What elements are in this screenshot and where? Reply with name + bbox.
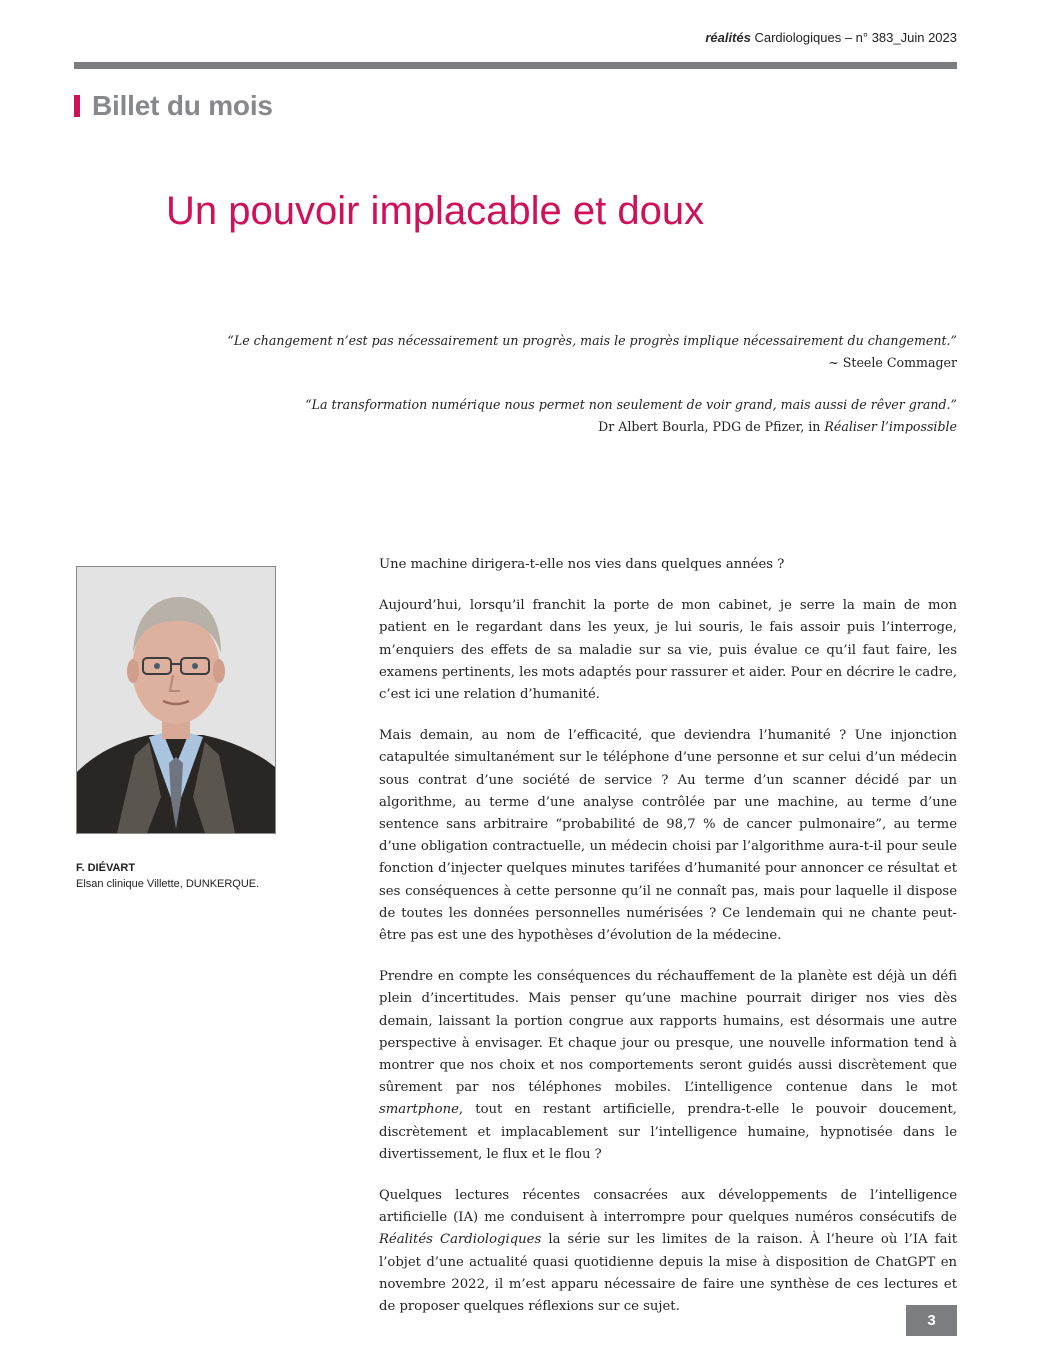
- author-photo: [76, 566, 276, 834]
- author-info: [76, 860, 259, 892]
- article-body: [379, 554, 957, 1337]
- issue-info: Cardiologiques – n° 383_Juin 2023: [754, 30, 957, 45]
- magazine-brand: réalités: [705, 30, 751, 45]
- paragraph-emphasis: Réalités Cardiologiques: [379, 1232, 542, 1248]
- article-title: Un pouvoir implacable et doux: [166, 189, 705, 233]
- section-label: Billet du mois: [92, 90, 273, 121]
- header-rule: [74, 62, 957, 69]
- page-number: 3: [906, 1305, 957, 1336]
- epigraph-attribution: ~ Steele Commager: [828, 355, 957, 370]
- paragraph-text: Prendre en compte les conséquences du réchauffement de la planète est déjà un défi plein d’incertitudes. Mais penser qu’une machine pourrait diriger nos vies dès demain, laissant la portion congrue aux rapports humains, est désormais une autre perspective à envisager. Et chaque jour ou presque, une nouvelle information tend à montrer que nos choix et nos comportements seront guidés aussi discrètement que sûrement par nos téléphones mobiles. L’intelligence contenue dans le mot: [379, 969, 957, 1096]
- paragraph-text: Quelques lectures récentes consacrées aux développements de l’intelligence artificielle (IA) me conduisent à interrompre pour quelques numéros consécutifs de: [379, 1188, 957, 1226]
- epigraph: [157, 394, 957, 438]
- epigraph-quote: “Le changement n’est pas nécessairement un progrès, mais le progrès implique nécessairement du changement.”: [227, 333, 957, 348]
- author-name: F. DIÉVART: [76, 862, 136, 874]
- epigraph-attribution: Dr Albert Bourla, PDG de Pfizer, in: [598, 419, 821, 434]
- running-header: [705, 30, 957, 45]
- author-affiliation: Elsan clinique Villette, DUNKERQUE.: [76, 878, 260, 890]
- paragraph-text: , tout en restant artificielle, prendra-t-elle le pouvoir doucement, discrètement et implacablement sur l’intelligence humaine, hypnotisée dans le divertissement, le flux et le flou ?: [379, 1102, 957, 1162]
- author-portrait-image: [77, 567, 275, 833]
- paragraph: Mais demain, au nom de l’efficacité, que deviendra l’humanité ? Une injonction catapultée simultanément sur le téléphone d’une personne et sur celui d’un médecin sous contrat d’une société de service ? Au terme d’un scanner décidé par un algorithme, au terme d’une analyse contrôlée par une machine, au terme d’une sentence sans arbitraire “probabilité de 98,7 % de cancer pulmonaire”, au terme d’une obligation contractuelle, un médecin choisi par l’algorithme aura-t-il pour seule fonction d’injecter quelques minutes tarifées d’humanité pour annoncer ce résultat et ses conséquences à cette personne qu’il ne connaît pas, mais pour laquelle il dispose de toutes les données personnelles numérisées ? Ce lendemain qui ne chante peut-être pas est une des hypothèses d’évolution de la médecine.: [379, 728, 957, 944]
- paragraph: [379, 1185, 957, 1318]
- section-marker: [74, 95, 80, 117]
- paragraph: Une machine dirigera-t-elle nos vies dans quelques années ?: [379, 557, 785, 572]
- paragraph-text: la série sur les limites de la raison. À l’heure où l’IA fait l’objet d’une actualité quasi quotidienne depuis la mise à disposition de ChatGPT en novembre 2022, il m’est apparu nécessaire de faire une synthèse de ces lectures et de proposer quelques réflexions sur ce sujet.: [379, 1232, 957, 1315]
- paragraph-emphasis: smartphone: [379, 1102, 459, 1118]
- epigraph: [157, 330, 957, 374]
- epigraph-quote: “La transformation numérique nous permet non seulement de voir grand, mais aussi de rêver grand.”: [305, 397, 957, 412]
- epigraph-book-title: Réaliser l’impossible: [824, 419, 957, 434]
- epigraph-attribution-line: [157, 416, 957, 438]
- epigraphs: [157, 330, 957, 458]
- section-heading: [74, 90, 273, 122]
- paragraph: [379, 966, 957, 1166]
- paragraph: Aujourd’hui, lorsqu’il franchit la porte de mon cabinet, je serre la main de mon patient en le regardant dans les yeux, je lui souris, le fais assoir puis l’interroge, m’enquiers des effets de sa maladie sur sa vie, puis évalue ce qu’il faut faire, les examens pertinents, les mots adaptés pour rassurer et aider. Pour en décrire le cadre, c’est ici une relation d’humanité.: [379, 598, 957, 703]
